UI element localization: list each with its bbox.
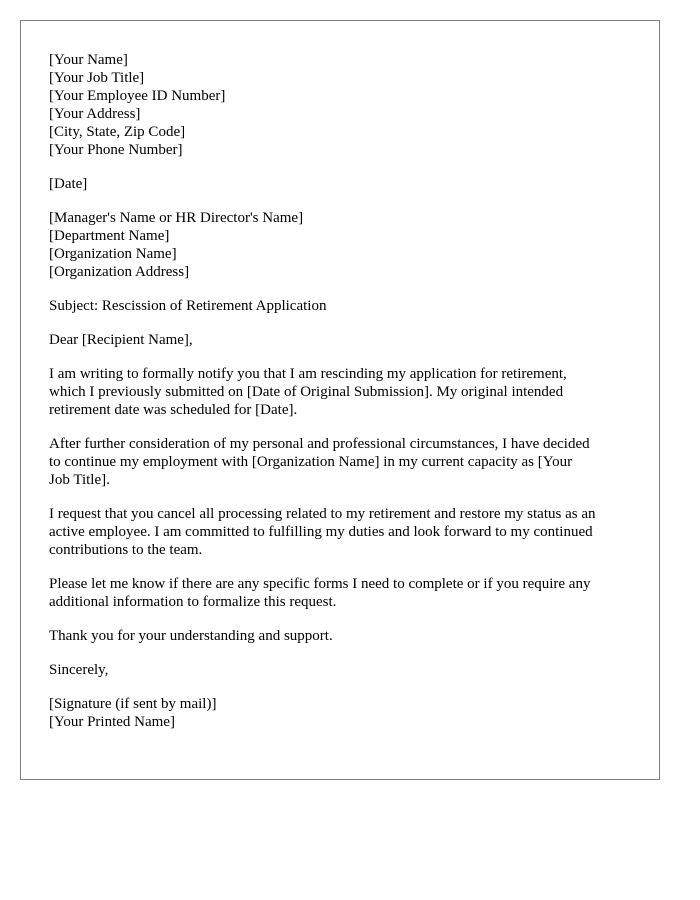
- recipient-organization-address: [Organization Address]: [49, 264, 190, 280]
- sender-name: [Your Name]: [49, 52, 128, 68]
- letter-date: [Date]: [49, 176, 88, 192]
- sender-job-title: [Your Job Title]: [49, 70, 145, 86]
- body-line: additional information to formalize this request.: [49, 594, 337, 610]
- salutation-block: [49, 331, 631, 349]
- signature-line: [Signature (if sent by mail)]: [49, 696, 217, 712]
- body-line: I am writing to formally notify you that I am rescinding my application for retirement,: [49, 366, 567, 382]
- subject-block: [49, 297, 631, 315]
- recipient-name: [Manager's Name or HR Director's Name]: [49, 210, 304, 226]
- body-line: Job Title].: [49, 472, 110, 488]
- body-paragraph-2: [49, 435, 631, 489]
- signature-block: [49, 695, 631, 731]
- closing: Sincerely,: [49, 662, 109, 678]
- body-line: I request that you cancel all processing related to my retirement and restore my status as an: [49, 506, 596, 522]
- body-paragraph-5: [49, 627, 631, 645]
- recipient-block: [49, 209, 631, 281]
- body-line: which I previously submitted on [Date of Original Submission]. My original intended: [49, 384, 564, 400]
- body-line: Please let me know if there are any specific forms I need to complete or if you require any: [49, 576, 591, 592]
- body-line: contributions to the team.: [49, 542, 203, 558]
- sender-phone: [Your Phone Number]: [49, 142, 183, 158]
- subject-line: Subject: Rescission of Retirement Application: [49, 298, 327, 314]
- sender-block: [49, 51, 631, 159]
- body-paragraph-1: [49, 365, 631, 419]
- recipient-department: [Department Name]: [49, 228, 170, 244]
- body-line: to continue my employment with [Organization Name] in my current capacity as [Your: [49, 454, 573, 470]
- salutation: Dear [Recipient Name],: [49, 332, 193, 348]
- body-paragraph-3: [49, 505, 631, 559]
- closing-block: [49, 661, 631, 679]
- printed-name: [Your Printed Name]: [49, 714, 175, 730]
- body-line: After further consideration of my personal and professional circumstances, I have decided: [49, 436, 590, 452]
- sender-city-state-zip: [City, State, Zip Code]: [49, 124, 186, 140]
- sender-employee-id: [Your Employee ID Number]: [49, 88, 226, 104]
- body-line: Thank you for your understanding and support.: [49, 628, 333, 644]
- sender-address: [Your Address]: [49, 106, 141, 122]
- recipient-organization: [Organization Name]: [49, 246, 177, 262]
- letter-page: [20, 20, 660, 780]
- date-block: [49, 175, 631, 193]
- body-line: active employee. I am committed to fulfilling my duties and look forward to my continued: [49, 524, 593, 540]
- body-line: retirement date was scheduled for [Date].: [49, 402, 298, 418]
- body-paragraph-4: [49, 575, 631, 611]
